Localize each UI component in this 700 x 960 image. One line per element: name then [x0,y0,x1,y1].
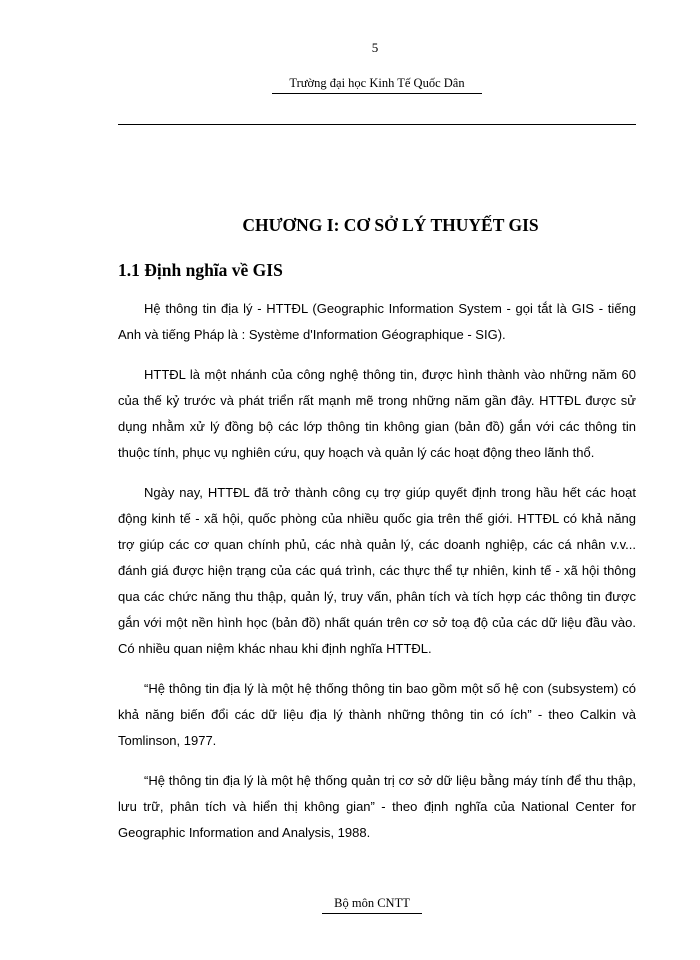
paragraph: Ngày nay, HTTĐL đã trở thành công cụ trợ giúp quyết định trong hầu hết các hoạt động kinh tế - xã hội, quốc phòng của nhiều quốc gia trên thế giới. HTTĐL có khả năng trợ giúp các cơ quan chính phủ, các nhà quản lý, các doanh nghiệp, các cá nhân v.v... đánh giá được hiện trạng của các quá trình, các thực thể tự nhiên, kinh tế - xã hội thông qua các chức năng thu thập, quản lý, truy vấn, phân tích và tích hợp các thông tin được gắn với một nền hình học (bản đồ) nhất quán trên cơ sở toạ độ của các dữ liệu đầu vào. Có nhiều quan niệm khác nhau khi định nghĩa HTTĐL. [118,485,636,656]
paragraph: “Hệ thông tin địa lý là một hệ thống thông tin bao gồm một số hệ con (subsystem) có khả năng biến đổi các dữ liệu địa lý thành những thông tin có ích” - theo Calkin và Tomlinson, 1977. [118,681,636,748]
paragraph: “Hệ thông tin địa lý là một hệ thống quản trị cơ sở dữ liệu bằng máy tính để thu thập, lưu trữ, phân tích và hiển thị không gian” - theo định nghĩa của National Center for Geographic Information and Analysis, 1988. [118,773,636,840]
header-divider [118,124,636,125]
section-heading: 1.1 Định nghĩa về GIS [118,260,283,280]
school-name: Trường đại học Kinh Tế Quốc Dân [272,76,482,94]
body-text [118,296,636,860]
chapter-title: CHƯƠNG I: CƠ SỞ LÝ THUYẾT GIS [242,215,539,235]
footer-department: Bộ môn CNTT [322,896,422,914]
paragraph: Hệ thông tin địa lý - HTTĐL (Geographic Information System - gọi tắt là GIS - tiếng Anh và tiếng Pháp là : Système d'Information Géographique - SIG). [118,301,636,342]
page-number: 5 [371,40,379,55]
paragraph: HTTĐL là một nhánh của công nghệ thông tin, được hình thành vào những năm 60 của thế kỷ trước và phát triển rất mạnh mẽ trong những năm gần đây. HTTĐL được sử dụng nhằm xử lý đồng bộ các lớp thông tin không gian (bản đồ) gắn với các thông tin thuộc tính, phục vụ nghiên cứu, quy hoạch và quản lý các hoạt động theo lãnh thổ. [118,367,636,460]
